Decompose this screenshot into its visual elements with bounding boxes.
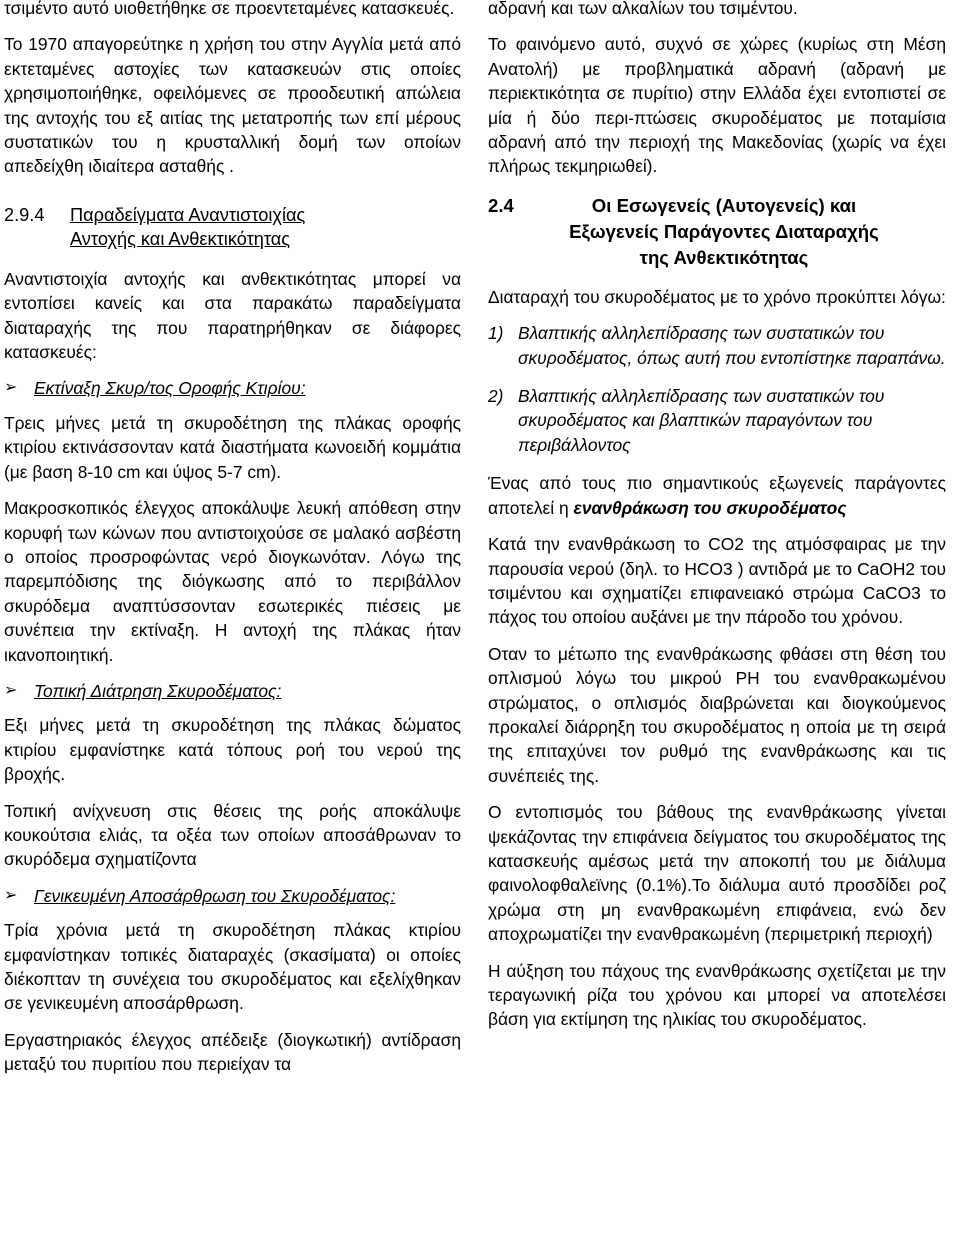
left-column	[4, 0, 461, 1077]
bullet-general-disintegration	[4, 884, 461, 908]
section-heading-2-9-4	[4, 203, 461, 251]
paragraph-depth: Ο εντοπισμός του βάθους της ενανθράκωσης γίνεται ψεκάζοντας την επιφάνεια δείγματος του σκυροδέματος της κατασκευής αμέσως μετά την αποκοπή του με διάλυμα φαινολοφθαλεϊνης (0.1%).Το διάλυμα αυτό προσδίδει ροζ χρώμα στη μη ενανθρακωμένη επιφάνεια, ενώ δεν αποχρωματίζει την ενανθρακωμένη (περιμετρική περιοχή)	[488, 802, 946, 945]
arrowhead-bullet-icon: ➢	[4, 681, 18, 699]
paragraph-perforation-a: Εξι μήνες μετά τη σκυροδέτηση της πλάκας δώματος κτιρίου εμφανίστηκε κατά τόπους ροή του νερού της βροχής.	[4, 715, 461, 785]
paragraph-disintegration-b: Εργαστηριακός έλεγχος απέδειξε (διογκωτική) αντίδραση μεταξύ του πυριτίου που περιείχαν τα	[4, 1029, 461, 1075]
list-item: 1) Βλαπτικής αλληλεπίδρασης των συστατικών του σκυροδέματος, όπως αυτή που εντοπίστηκε παραπάνω.	[488, 323, 946, 368]
section-number: 2.4	[488, 194, 514, 216]
bullet-ceiling-spalling	[4, 376, 461, 400]
bullet-local-perforation	[4, 679, 461, 703]
list-item: 2) Βλαπτικής αλληλεπίδρασης των συστατικών του σκυροδέματος και βλαπτικών παραγόντων του περιβάλλοντος	[488, 386, 885, 455]
paragraph-root: Η αύξηση του πάχους της ενανθράκωσης σχετίζεται με την τεραγωνική ρίζα του χρόνου και μπορεί να αποτελέσει βάση για εκτίμηση της ηλικίας του σκυροδέματος.	[488, 960, 946, 1030]
section-title: Παραδείγματα Αναντιστοιχίας Αντοχής και Ανθεκτικότητας	[70, 204, 306, 249]
paragraph-1970-ban: Το 1970 απαγορεύτηκε η χρήση του στην Αγγλία μετά από εκτεταμένες αστοχίες των κατασκευών στις οποίες χρησιμοποιήθηκε, οφειλόμενες σε προοδευτική απώλεια της αντοχής του εξ αιτίας της μετατροπής των επί μέρους συστατικών του η κρυσταλλική δομή των οποίων απεδείχθη ιδιαίτερα ασταθής .	[4, 34, 461, 177]
section-heading-2-4	[488, 193, 946, 271]
arrowhead-bullet-icon: ➢	[4, 886, 18, 904]
paragraph-examples: Αναντιστοιχία αντοχής και ανθεκτικότητας μπορεί να εντοπίσει κανείς και στα παρακάτω παραδείγματα διαταραχής της που παρατηρήθηκαν σε διάφορες κατασκευές:	[4, 268, 461, 363]
paragraph-aggregates: αδρανή και των αλκαλίων του τσιμέντου.	[488, 0, 798, 18]
bullet-label: Γενικευμένη Αποσάρθρωση του Σκυροδέματος:	[34, 885, 396, 906]
section-number: 2.9.4	[4, 204, 45, 225]
section-title: Οι Εσωγενείς (Αυτογενείς) και Εξωγενείς Παράγοντες Διαταραχής της Ανθεκτικότητας	[569, 194, 879, 268]
paragraph-co2: Κατά την ενανθράκωση το CO2 της ατμόσφαιρας με την παρουσία νερού (δηλ. το HCO3 ) αντιδρά με το CaOH2 του τσιμέντου και σχηματίζει επιφανειακό στρώμα CaCO3 το πάχος του οποίου αυξάνει με την πάροδο του χρόνου.	[488, 534, 946, 628]
bullet-label: Τοπική Διάτρηση Σκυροδέματος:	[34, 680, 282, 701]
emphasis-carbonation: ενανθράκωση του σκυροδέματος	[573, 497, 847, 518]
paragraph-intro: τσιμέντο αυτό υιοθετήθηκε σε προεντεταμένες κατασκευές.	[4, 0, 455, 18]
paragraph-perforation-b: Τοπική ανίχνευση στις θέσεις της ροής αποκάλυψε κουκούτσια ελιάς, τα οξέα των οποίων αποσάθρωναν το σκυρόδεμα σχηματίζοντα	[4, 800, 461, 870]
right-column	[488, 0, 946, 1032]
bullet-label: Εκτίναξη Σκυρ/τος Οροφής Κτιρίου:	[34, 378, 306, 399]
paragraph-phenomenon: Το φαινόμενο αυτό, συχνό σε χώρες (κυρίως στη Μέση Ανατολή) με προβληματικά αδρανή (αδρανή με περιεκτικότητα σε πυρίτιο) στην Ελλάδα έχει εντοπιστεί σε μία ή δύο περι-πτώσεις σκυροδέματος με ποταμίσια αδρανή από την περιοχή της Μακεδονίας (χωρίς να έχει πλήρως τεκμηριωθεί).	[488, 34, 946, 177]
arrowhead-bullet-icon: ➢	[4, 379, 18, 397]
paragraph-ceiling-a: Τρεις μήνες μετά τη σκυροδέτηση της πλάκας οροφής κτιρίου εκτινάσσονταν κατά διαστήματα κωνοειδή κομμάτια (με βαση 8-10 cm και ύψος 5-7 cm).	[4, 412, 461, 482]
paragraph-front: Οταν το μέτωπο της ενανθράκωσης φθάσει στη θέση του οπλισμού λόγω του μικρού PH του ενανθρακωμένου στρώματος, ο οπλισμός διαβρώνεται και διογκούμενος προκαλεί διάρρηξη του σκυροδέματος η οποία με τη σειρά της επιταχύνει τον ρυθμό της ενανθράκωσης και τις συνέπειές της.	[488, 643, 946, 786]
paragraph-disintegration-a: Τρία χρόνια μετά τη σκυροδέτηση πλάκας κτιρίου εμφανίστηκαν τοπικές διαταραχές (σκασίματα) οι οποίες διέκοπταν τη συνέχεια του σκυροδέματος και εξελίχθηκαν σε γενικευμένη αποσάρθρωση.	[4, 920, 461, 1014]
paragraph-ceiling-b: Μακροσκοπικός έλεγχος αποκάλυψε λευκή απόθεση στην κορυφή των κώνων που αντιστοιχούσε σε μαλακό ασβέστη ο οποίος προσροφώντας νερό διογκωνόταν. Λόγω της παρεμπόδισης της διόγκωσης από το περιβάλλον σκυρόδεμα αναπτύσσονταν εσωτερικές πιέσεις με συνέπεια την εκτίναξη. Η αντοχή της πλάκας ήταν ικανοποιητική.	[4, 498, 461, 665]
paragraph-external-factors: Ένας από τους πιο σημαντικούς εξωγενείς παράγοντες αποτελεί η ενανθράκωση του σκυροδέματος	[488, 473, 946, 518]
paragraph-disturbance: Διαταραχή του σκυροδέματος με το χρόνο προκύπτει λόγω:	[488, 286, 946, 307]
